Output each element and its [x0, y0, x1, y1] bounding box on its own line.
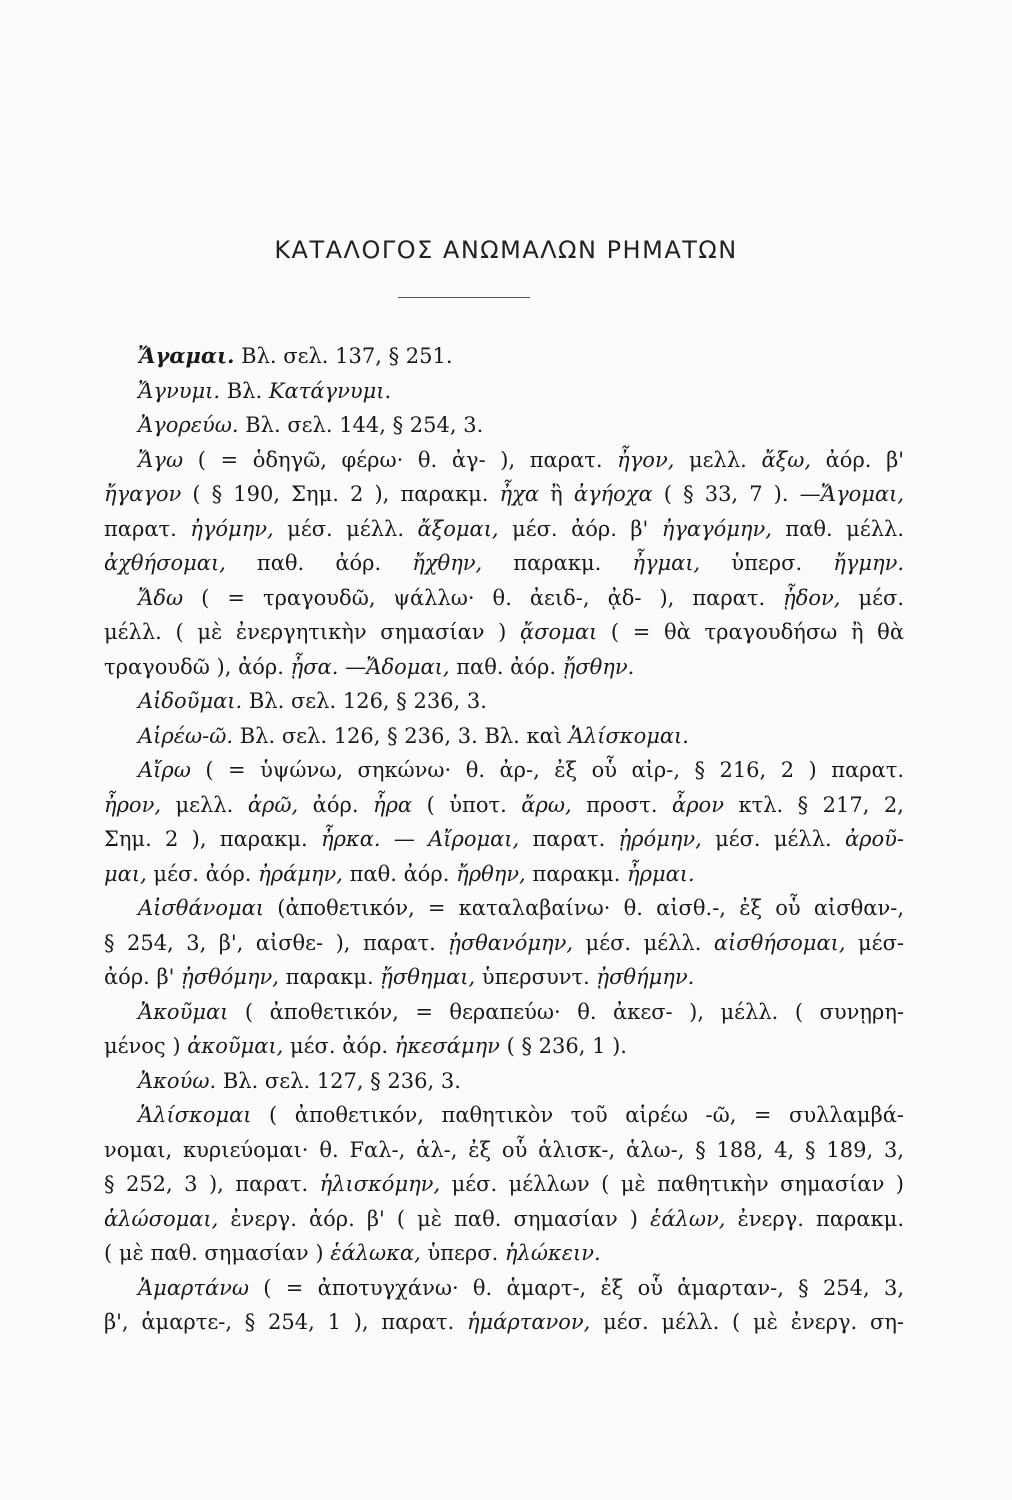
text-segment: ἄξομαι, [417, 516, 499, 541]
text-line [104, 615, 904, 650]
text-segment: μέλλ. ( μὲ ἐνεργητικὴν σημασίαν ) [104, 620, 521, 644]
text-segment: ἠράμην, [258, 861, 343, 886]
text-segment: ἀγήοχα [573, 482, 653, 506]
text-segment: ἤγαγον [104, 482, 182, 506]
text-segment: ἦγμαι, [632, 551, 701, 575]
text-segment: ἀροῦ- [844, 827, 904, 851]
text-line [104, 581, 904, 616]
text-segment: ἀρῶ, [247, 792, 299, 817]
text-line [104, 1305, 904, 1340]
text-segment: ἦρμαι. [627, 861, 695, 886]
text-segment: ἦρον, [104, 792, 162, 817]
text-segment: Ἁλίσκομαι [138, 1103, 252, 1127]
text-segment: Ἄδομαι, [366, 654, 450, 679]
text-segment: ( = θὰ τραγουδήσω ἢ θὰ [597, 620, 904, 644]
text-segment: ἦρκα. [321, 827, 381, 851]
text-segment: μελλ. [674, 447, 762, 472]
text-segment: Βλ. [220, 378, 269, 403]
text-line [104, 753, 904, 788]
text-segment: ᾖδον, [783, 585, 841, 610]
text-segment: μέσ. μέλλ. [701, 827, 845, 851]
text-segment: Βλ. σελ. 127, § 236, 3. [216, 1068, 461, 1093]
text-segment: Ἀκούω. [138, 1068, 217, 1093]
text-segment: Κατάγνυμι. [268, 378, 392, 403]
text-segment: μέσ. μέλλ. ( μὲ ἐνεργ. ση- [590, 1310, 904, 1334]
text-segment: παθ. ἀόρ. [225, 551, 413, 575]
text-segment: ἁλώσομαι, [104, 1206, 219, 1231]
text-segment: μένος ) [104, 1034, 188, 1058]
text-segment: ( = ὁδηγῶ, φέρω· θ. ἀγ- ), παρατ. [183, 447, 618, 472]
text-line [104, 857, 904, 892]
text-line [104, 960, 904, 995]
text-segment: μέσ. μέλλ. [573, 930, 714, 955]
text-segment: μέσ. μέλλ. [273, 516, 418, 541]
text-segment: Αἴρομαι, [428, 827, 520, 851]
text-segment: ὑπερσυντ. [475, 965, 597, 989]
text-line [104, 891, 904, 926]
text-segment: ( ἀποθετικόν, = θεραπεύω· θ. ἀκεσ- ), μέλλ. ( συνῃρη- [228, 999, 904, 1024]
text-segment: μέσ. ἀόρ. [283, 1034, 395, 1058]
text-segment: τραγουδῶ ), ἀόρ. [104, 654, 291, 679]
text-segment: παθ. μέλλ. [771, 516, 904, 541]
text-segment: Αἰδοῦμαι. [138, 689, 243, 713]
text-segment: ἀκοῦμαι, [187, 1034, 284, 1058]
text-segment: μέσ. ἀόρ. [146, 861, 259, 886]
text-segment: ἦχα [499, 482, 540, 506]
text-segment: προστ. [571, 792, 673, 817]
text-segment: ( = τραγουδῶ, ψάλλω· θ. ἀειδ-, ᾀδ- ), παρατ. [183, 585, 784, 610]
text-segment: ἑάλωκα, [330, 1241, 421, 1265]
text-line [104, 926, 904, 961]
text-line [104, 339, 904, 374]
text-segment: Ἄγνυμι. [138, 378, 221, 403]
text-segment: Βλ. σελ. 126, § 236, 3. [242, 689, 487, 713]
text-segment: παρακμ. [482, 551, 633, 575]
text-segment: ἠγαγόμην, [661, 516, 772, 541]
text-segment: μέσ. [840, 585, 904, 610]
text-segment: παρατ. [519, 827, 619, 851]
text-segment: παθ. ἀόρ. [342, 861, 457, 886]
text-segment: ὑπερσ. [420, 1241, 505, 1265]
text-segment: παρακμ. [278, 965, 381, 989]
text-segment: ἑάλων, [650, 1206, 726, 1231]
text-line [104, 1029, 904, 1064]
text-segment: παθ. ἀόρ. [449, 654, 563, 679]
text-segment: ᾐρόμην, [618, 827, 702, 851]
text-segment: ᾐσθόμην, [181, 965, 279, 989]
text-segment: ἀόρ. β' [811, 447, 904, 472]
text-segment: ἠγόμην, [190, 516, 274, 541]
text-segment: — [380, 827, 429, 851]
title-divider [398, 297, 530, 298]
text-segment: μαι, [104, 861, 147, 886]
text-segment: Ἄγομαι, [820, 482, 904, 506]
text-segment: μελλ. [161, 792, 248, 817]
text-segment: ἤγμην. [833, 551, 904, 575]
text-segment: § 252, 3 ), παρατ. [104, 1172, 320, 1196]
text-line [104, 719, 904, 754]
text-segment: Αἴρω [138, 758, 191, 782]
text-segment: Βλ. σελ. 126, § 236, 3. Βλ. καὶ [233, 723, 569, 748]
text-line [104, 1098, 904, 1133]
text-segment: Ἄγαμαι. [138, 343, 235, 368]
text-segment: Σημ. 2 ), παρακμ. [104, 827, 321, 851]
text-segment: Αἱρέω-ῶ. [138, 723, 234, 748]
text-segment: (ἀποθετικόν, = καταλαβαίνω· θ. αἰσθ.-, ἐξ οὗ αἰσθαν-, [264, 896, 904, 920]
text-segment: ᾐσθήμην. [596, 965, 695, 989]
text-segment: ἄξω, [761, 447, 811, 472]
text-line [104, 443, 904, 478]
text-line [104, 995, 904, 1030]
text-segment: ᾄσομαι [520, 620, 598, 644]
text-segment: ( § 236, 1 ). [499, 1034, 627, 1058]
text-segment: Ἀκοῦμαι [138, 999, 229, 1024]
text-segment: ἢ [539, 482, 574, 506]
text-segment: Ἁλίσκομαι. [568, 723, 689, 748]
text-segment: νομαι, κυριεύομαι· θ. Fαλ-, ἁλ-, ἐξ οὗ ἁλισκ-, ἁλω-, § 188, 4, § 189, 3, [104, 1137, 904, 1162]
text-segment: ἤρθην, [456, 861, 526, 886]
text-segment: β', ἁμαρτε-, § 254, 1 ), παρατ. [104, 1310, 467, 1334]
text-segment: ἦρα [373, 792, 413, 817]
text-line [104, 822, 904, 857]
text-line [104, 1133, 904, 1168]
text-segment: ὑπερσ. [700, 551, 834, 575]
text-segment: ἀχθήσομαι, [104, 551, 226, 575]
page-title: ΚΑΤΑΛΟΓΟΣ ΑΝΩΜΑΛΩΝ ΡΗΜΑΤΩΝ [274, 236, 738, 264]
verb-list [104, 339, 904, 1340]
text-segment: Αἰσθάνομαι [138, 896, 265, 920]
text-segment: § 254, 3, β', αἰσθε- ), παρατ. [104, 930, 449, 955]
text-segment: ( μὲ παθ. σημασίαν ) [104, 1241, 331, 1265]
text-segment: Βλ. σελ. 144, § 254, 3. [238, 413, 484, 437]
text-segment: ἡμάρτανον, [466, 1310, 591, 1334]
text-segment: Βλ. σελ. 137, § 251. [234, 344, 453, 368]
text-segment: μέσ- [845, 930, 904, 955]
text-line [104, 684, 904, 719]
text-segment: παρατ. [104, 516, 191, 541]
text-line [104, 788, 904, 823]
text-line [104, 650, 904, 685]
text-segment: ᾔσθην. [562, 654, 635, 679]
text-segment: ( § 190, Σημ. 2 ), παρακμ. [181, 482, 500, 506]
text-line [104, 1167, 904, 1202]
text-segment: ἠκεσάμην [394, 1034, 500, 1058]
text-segment: Ἄδω [138, 585, 184, 610]
text-segment: Ἄγω [138, 447, 184, 472]
text-segment: παρακμ. [525, 861, 628, 886]
text-segment: μέσ. μέλλων ( μὲ παθητικὴν σημασίαν ) [440, 1172, 904, 1196]
text-line [104, 512, 904, 547]
text-segment: ( § 33, 7 ). — [652, 482, 821, 506]
text-segment: ( ὑποτ. [412, 792, 522, 817]
text-line [104, 1064, 904, 1099]
text-segment: ( = ὑψώνω, σηκώνω· θ. ἀρ-, ἐξ οὗ αἰρ-, § 216, 2 ) παρατ. [190, 758, 904, 782]
text-segment: — [338, 654, 367, 679]
text-segment: ἤχθην, [412, 551, 483, 575]
text-segment: ἐνεργ. ἀόρ. β' ( μὲ παθ. σημασίαν ) [218, 1206, 651, 1231]
text-segment: κτλ. § 217, 2, [723, 792, 904, 817]
text-segment: ἡλισκόμην, [319, 1172, 441, 1196]
text-line [104, 1271, 904, 1306]
text-line [104, 1236, 904, 1271]
text-segment: μέσ. ἀόρ. β' [498, 516, 662, 541]
text-segment: ( ἀποθετικόν, παθητικὸν τοῦ αἱρέω -ῶ, = συλλαμβά- [251, 1103, 904, 1127]
text-segment: ᾔσθημαι, [380, 965, 476, 989]
text-segment: ᾖσα. [290, 654, 339, 679]
text-segment: ἄρω, [521, 792, 572, 817]
text-line [104, 408, 904, 443]
text-segment: Ἁμαρτάνω [138, 1275, 250, 1300]
text-segment: Ἀγορεύω. [138, 413, 239, 437]
text-segment: ἀόρ. β' [104, 965, 182, 989]
text-line [104, 477, 904, 512]
text-segment: ἐνεργ. παρακμ. [725, 1206, 904, 1231]
text-segment: ᾐσθανόμην, [448, 930, 574, 955]
text-segment: ἦγον, [617, 447, 675, 472]
text-line [104, 546, 904, 581]
text-segment: ἆρον [672, 792, 724, 817]
text-line [104, 1202, 904, 1237]
text-segment: ( = ἀποτυγχάνω· θ. ἁμαρτ-, ἐξ οὗ ἁμαρταν-, § 254, 3, [249, 1275, 904, 1300]
text-segment: αἰσθήσομαι, [713, 930, 846, 955]
text-segment: ἡλώκειν. [504, 1241, 601, 1265]
text-segment: ἀόρ. [298, 792, 373, 817]
text-line [104, 374, 904, 409]
